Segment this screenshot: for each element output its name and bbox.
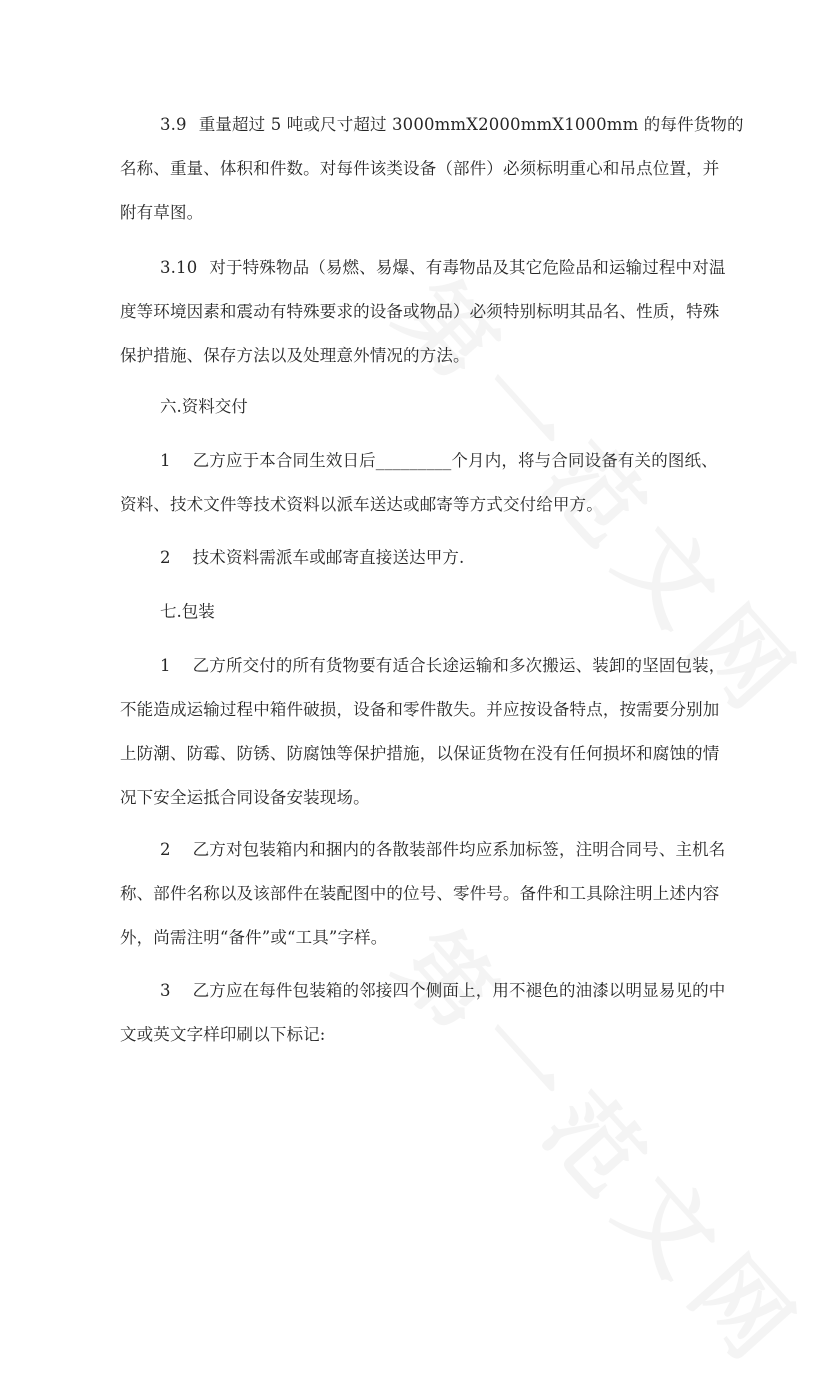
clause-7-2 bbox=[120, 828, 732, 960]
clause-line: 2 技术资料需派车或邮寄直接送达甲方. bbox=[120, 536, 732, 580]
clause-line: 称、部件名称以及该部件在装配图中的位号、零件号。备件和工具除注明上述内容 bbox=[120, 884, 720, 903]
clause-line: 不能造成运输过程中箱件破损，设备和零件散失。并应按设备特点，按需要分别加 bbox=[120, 700, 720, 719]
clause-number: 2 bbox=[160, 548, 171, 567]
clause-line: 3 乙方应在每件包装箱的邻接四个侧面上，用不褪色的油漆以明显易见的中 bbox=[120, 969, 732, 1013]
clause-line: 名称、重量、体积和件数。对每件该类设备（部件）必须标明重心和吊点位置，并 bbox=[120, 159, 720, 178]
clause-6-1 bbox=[120, 439, 732, 527]
clause-3-9 bbox=[120, 103, 744, 235]
clause-line: 况下安全运抵合同设备安装现场。 bbox=[120, 788, 370, 807]
clause-line: 1 乙方应于本合同生效日后_________个月内，将与合同设备有关的图纸、 bbox=[120, 439, 732, 483]
clause-3-10 bbox=[120, 246, 732, 378]
section-heading-7: 七.包装 bbox=[160, 602, 215, 621]
clause-line: 上防潮、防霉、防锈、防腐蚀等保护措施，以保证货物在没有任何损坏和腐蚀的情 bbox=[120, 744, 720, 763]
section-heading-6: 六.资料交付 bbox=[160, 397, 248, 416]
clause-line: 保护措施、保存方法以及处理意外情况的方法。 bbox=[120, 346, 470, 365]
clause-line: 3.10 对于特殊物品（易燃、易爆、有毒物品及其它危险品和运输过程中对温 bbox=[120, 246, 732, 290]
clause-line: 2 乙方对包装箱内和捆内的各散装部件均应系加标签，注明合同号、主机名 bbox=[120, 828, 732, 872]
clause-7-3 bbox=[120, 969, 732, 1057]
clause-line: 资料、技术文件等技术资料以派车送达或邮寄等方式交付给甲方。 bbox=[120, 495, 603, 514]
clause-line: 1 乙方所交付的所有货物要有适合长途运输和多次搬运、装卸的坚固包装， bbox=[120, 644, 732, 688]
clause-line: 文或英文字样印刷以下标记: bbox=[120, 1025, 326, 1044]
clause-number: 1 bbox=[160, 451, 171, 470]
clause-number: 3.10 bbox=[160, 258, 198, 277]
clause-line: 外，尚需注明“备件”或“工具”字样。 bbox=[120, 928, 388, 947]
clause-number: 3 bbox=[160, 981, 171, 1000]
clause-number: 1 bbox=[160, 656, 171, 675]
clause-line: 度等环境因素和震动有特殊要求的设备或物品）必须特别标明其品名、性质，特殊 bbox=[120, 302, 720, 321]
clause-7-1 bbox=[120, 644, 732, 820]
clause-number: 3.9 bbox=[160, 115, 187, 134]
clause-number: 2 bbox=[160, 840, 171, 859]
clause-6-2 bbox=[120, 536, 732, 580]
clause-line: 附有草图。 bbox=[120, 203, 204, 222]
clause-line: 3.9 重量超过 5 吨或尺寸超过 3000mmX2000mmX1000mm 的每件货物的 bbox=[120, 103, 732, 147]
